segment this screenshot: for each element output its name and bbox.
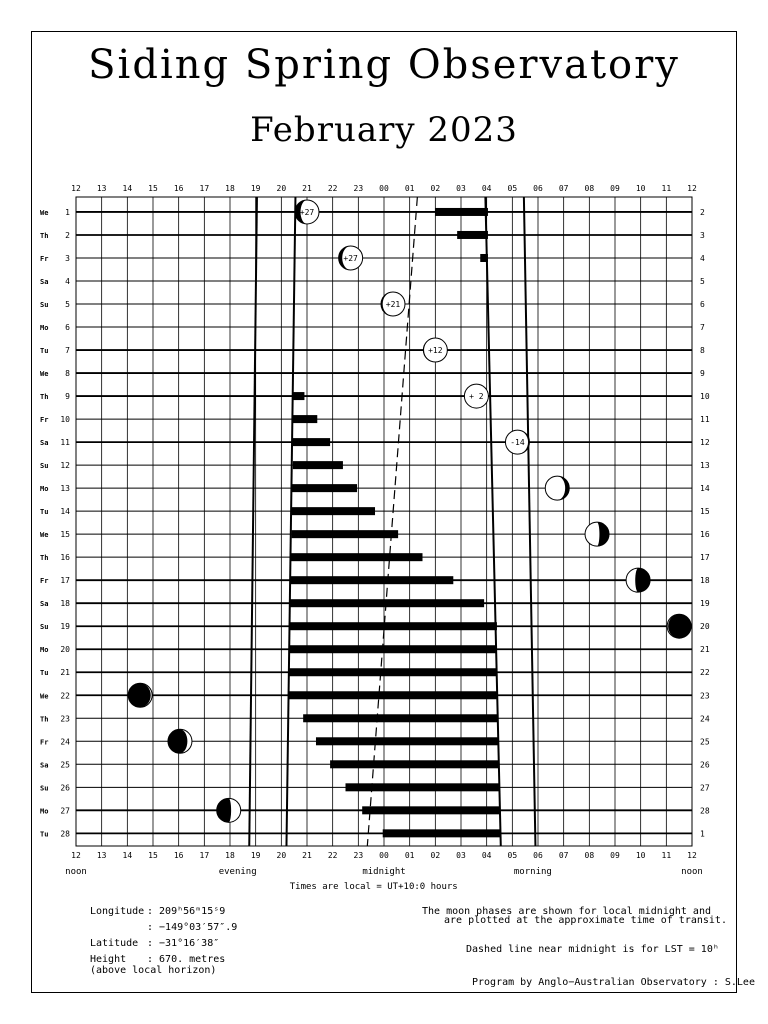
dark-time-bar <box>303 714 498 722</box>
date-label-left: 6 <box>65 323 70 333</box>
moon-phase-icon <box>585 522 609 546</box>
date-label-right: 21 <box>700 645 710 655</box>
date-label-right: 23 <box>700 691 710 701</box>
x-tick-label-bottom: 06 <box>533 851 543 860</box>
date-label-left: 22 <box>60 691 70 701</box>
dark-time-bar <box>316 737 498 745</box>
moon-phase-icon <box>505 430 529 454</box>
moon-phase-icon <box>295 200 319 224</box>
weekday-label: Su <box>40 301 49 310</box>
x-tick-label-top: 12 <box>687 184 697 193</box>
dark-time-bar <box>289 645 497 653</box>
weekday-label: Mo <box>40 807 49 816</box>
x-tick-label-bottom: 04 <box>481 851 492 860</box>
date-label-left: 5 <box>65 300 70 310</box>
dark-time-bar <box>289 622 497 630</box>
date-label-left: 2 <box>65 230 70 240</box>
date-label-right: 7 <box>700 323 705 333</box>
x-tick-label-top: 23 <box>353 184 364 193</box>
moon-age-label: +21 <box>385 300 401 310</box>
date-label-right: 16 <box>700 530 710 540</box>
moon-age-label: -14 <box>510 438 525 448</box>
dark-time-bar <box>290 576 453 584</box>
dashed-line-note: Dashed line near midnight is for LST = 10ʰ <box>466 944 719 955</box>
moon-phase-icon <box>626 568 650 592</box>
x-tick-label-top: 10 <box>635 184 646 193</box>
dark-time-bar <box>289 668 497 676</box>
date-label-right: 5 <box>700 277 705 287</box>
x-tick-label-bottom: 20 <box>276 851 287 860</box>
noon-left-label: noon <box>65 867 87 877</box>
date-label-left: 15 <box>60 530 70 540</box>
x-tick-label-top: 21 <box>302 184 312 193</box>
weekday-label: Su <box>40 462 49 471</box>
x-tick-label-top: 15 <box>148 184 158 193</box>
date-label-right: 28 <box>700 806 710 816</box>
x-tick-label-bottom: 12 <box>687 851 697 860</box>
date-label-left: 13 <box>60 484 70 494</box>
date-label-left: 28 <box>60 829 70 839</box>
date-label-right: 26 <box>700 760 710 770</box>
dark-time-bar <box>383 829 501 837</box>
date-label-right: 20 <box>700 622 710 632</box>
x-tick-label-top: 02 <box>430 184 441 193</box>
moon-phase-icon <box>217 798 241 822</box>
weekday-label: We <box>40 370 49 379</box>
date-label-right: 19 <box>700 599 710 609</box>
date-label-right: 25 <box>700 737 710 747</box>
dark-time-bar <box>346 783 500 791</box>
moon-age-label: +27 <box>343 253 358 263</box>
date-label-left: 16 <box>60 553 70 563</box>
x-tick-label-bottom: 18 <box>225 851 235 860</box>
weekday-label: Mo <box>40 485 49 494</box>
date-label-left: 9 <box>65 392 70 402</box>
moon-phase-icon <box>423 338 447 362</box>
date-label-right: 10 <box>700 392 710 402</box>
x-tick-label-bottom: 21 <box>302 851 312 860</box>
x-tick-label-bottom: 13 <box>96 851 107 860</box>
noon-right-label: noon <box>681 867 703 877</box>
date-label-right: 2 <box>700 207 705 217</box>
date-label-left: 21 <box>60 668 70 678</box>
dark-time-bar <box>292 507 375 515</box>
credit: Program by Anglo−Australian Observatory : S.Lee <box>472 977 755 988</box>
date-label-left: 3 <box>65 253 70 263</box>
x-tick-label-top: 11 <box>661 184 672 193</box>
page-title: Siding Spring Observatory <box>88 42 680 88</box>
weekday-label: Sa <box>40 600 49 609</box>
x-tick-label-bottom: 17 <box>199 851 210 860</box>
date-label-left: 25 <box>60 760 70 770</box>
date-label-left: 10 <box>60 415 70 425</box>
weekday-label: Fr <box>40 738 49 747</box>
x-tick-label-top: 03 <box>456 184 466 193</box>
date-label-right: 13 <box>700 461 710 471</box>
weekday-label: Fr <box>40 416 49 425</box>
height-note: (above local horizon) <box>90 965 217 976</box>
x-tick-label-top: 22 <box>327 184 338 193</box>
dark-time-bar <box>290 599 484 607</box>
axis-caption: Times are local = UT+10:0 hours <box>289 882 458 892</box>
height-label: Height <box>90 954 127 965</box>
moon-phase-icon <box>339 246 363 270</box>
x-tick-label-bottom: 23 <box>353 851 364 860</box>
weekday-label: Th <box>40 715 49 724</box>
x-tick-label-top: 12 <box>71 184 81 193</box>
moon-age-label: +27 <box>299 207 315 217</box>
x-tick-label-top: 05 <box>507 184 518 193</box>
date-label-left: 11 <box>60 438 70 448</box>
date-label-left: 1 <box>65 207 70 217</box>
x-tick-label-top: 01 <box>404 184 415 193</box>
weekday-label: Tu <box>40 830 49 839</box>
weekday-label: Sa <box>40 439 49 448</box>
date-label-right: 18 <box>700 576 710 586</box>
x-tick-label-bottom: 10 <box>635 851 646 860</box>
x-tick-label-bottom: 00 <box>379 851 389 860</box>
date-label-left: 4 <box>65 277 70 287</box>
date-label-left: 7 <box>65 346 70 356</box>
dark-time-bar <box>435 208 488 216</box>
date-label-left: 12 <box>60 461 70 471</box>
x-tick-label-top: 20 <box>276 184 287 193</box>
x-tick-label-top: 08 <box>584 184 595 193</box>
weekday-label: We <box>40 208 49 217</box>
x-tick-label-top: 17 <box>199 184 210 193</box>
weekday-label: Tu <box>40 508 49 517</box>
evening-twilight-line <box>286 197 295 846</box>
x-tick-label-bottom: 08 <box>584 851 595 860</box>
x-tick-label-top: 04 <box>481 184 492 193</box>
weekday-label: Tu <box>40 669 49 678</box>
weekday-label: Fr <box>40 254 49 263</box>
x-tick-label-top: 07 <box>558 184 569 193</box>
x-tick-label-bottom: 16 <box>173 851 184 860</box>
weekday-label: Tu <box>40 347 49 356</box>
date-label-left: 23 <box>60 714 70 724</box>
dark-time-bar <box>290 553 422 561</box>
dark-time-bar <box>289 691 497 699</box>
date-label-right: 17 <box>700 553 710 563</box>
dark-time-bar <box>293 392 305 400</box>
date-label-left: 24 <box>60 737 70 747</box>
moon-phase-icon <box>667 614 691 638</box>
weekday-label: Sa <box>40 761 49 770</box>
x-tick-label-bottom: 03 <box>456 851 466 860</box>
date-label-right: 3 <box>700 230 705 240</box>
date-label-right: 8 <box>700 346 705 356</box>
weekday-label: Th <box>40 393 49 402</box>
x-tick-label-bottom: 05 <box>507 851 518 860</box>
moon-note-2: are plotted at the approximate time of transit. <box>444 915 727 926</box>
weekday-label: We <box>40 531 49 540</box>
weekday-label: Th <box>40 231 49 240</box>
weekday-label: Th <box>40 554 49 563</box>
dark-time-bar <box>293 415 317 423</box>
morning-twilight-line <box>485 197 500 846</box>
weekday-label: Sa <box>40 278 49 287</box>
x-tick-label-top: 13 <box>96 184 107 193</box>
dark-time-bar <box>292 530 399 538</box>
moon-phase-icon <box>464 384 488 408</box>
weekday-label: Su <box>40 623 49 632</box>
date-label-left: 18 <box>60 599 70 609</box>
date-label-left: 8 <box>65 369 70 379</box>
dark-time-bar <box>330 760 498 768</box>
evening-label: evening <box>218 867 257 877</box>
x-tick-label-bottom: 19 <box>250 851 261 860</box>
date-label-left: 17 <box>60 576 70 586</box>
date-label-right: 22 <box>700 668 710 678</box>
month-title: February 2023 <box>250 110 518 150</box>
date-label-left: 14 <box>60 507 70 517</box>
longitude-value-1: : 209ʰ56ᵐ15ˢ9 <box>147 906 226 917</box>
x-tick-label-bottom: 01 <box>404 851 415 860</box>
x-tick-label-bottom: 09 <box>610 851 620 860</box>
weekday-label: Fr <box>40 577 49 586</box>
x-tick-label-bottom: 14 <box>122 851 133 860</box>
x-tick-label-top: 09 <box>610 184 620 193</box>
x-tick-label-top: 18 <box>225 184 235 193</box>
x-tick-label-bottom: 02 <box>430 851 441 860</box>
latitude-label: Latitude <box>90 938 139 949</box>
morning-label: morning <box>513 867 552 877</box>
longitude-label: Longitude <box>90 906 145 917</box>
x-tick-label-top: 14 <box>122 184 133 193</box>
moon-phase-icon <box>545 476 569 500</box>
x-tick-label-bottom: 15 <box>148 851 158 860</box>
date-label-right: 6 <box>700 300 705 310</box>
height-value: : 670. metres <box>147 954 226 965</box>
dark-time-bar <box>293 438 330 446</box>
date-label-right: 14 <box>700 484 710 494</box>
x-tick-label-top: 00 <box>379 184 389 193</box>
weekday-label: We <box>40 692 49 701</box>
sunrise-line <box>524 197 536 846</box>
x-tick-label-bottom: 22 <box>327 851 338 860</box>
x-tick-label-top: 19 <box>250 184 261 193</box>
dark-time-bar <box>293 461 343 469</box>
date-label-left: 27 <box>60 806 70 816</box>
dark-time-bar <box>362 806 499 814</box>
date-label-right: 11 <box>700 415 710 425</box>
date-label-right: 4 <box>700 253 705 263</box>
date-label-right: 27 <box>700 783 710 793</box>
weekday-label: Mo <box>40 324 49 333</box>
date-label-left: 20 <box>60 645 70 655</box>
x-tick-label-bottom: 11 <box>661 851 672 860</box>
moon-note-1: The moon phases are shown for local midnight and <box>422 906 711 917</box>
date-label-right: 12 <box>700 438 710 448</box>
moon-age-label: +12 <box>428 346 443 356</box>
weekday-label: Mo <box>40 646 49 655</box>
moon-phase-icon <box>128 683 152 707</box>
x-tick-label-bottom: 12 <box>71 851 81 860</box>
moon-age-label: + 2 <box>469 392 484 402</box>
dark-time-bar <box>457 231 488 239</box>
x-tick-label-top: 06 <box>533 184 543 193</box>
moon-phase-icon <box>381 292 405 316</box>
x-tick-label-bottom: 07 <box>558 851 569 860</box>
x-tick-label-top: 16 <box>173 184 184 193</box>
moon-phase-icon <box>168 729 192 753</box>
date-label-left: 19 <box>60 622 70 632</box>
date-label-left: 26 <box>60 783 70 793</box>
date-label-right: 15 <box>700 507 710 517</box>
date-label-right: 9 <box>700 369 705 379</box>
weekday-label: Su <box>40 784 49 793</box>
latitude-value: : −31°16′38″ <box>147 938 220 949</box>
date-label-right: 1 <box>700 829 705 839</box>
midnight-label: midnight <box>362 867 406 877</box>
longitude-value-2: : −149°03′57″.9 <box>147 922 238 933</box>
date-label-right: 24 <box>700 714 710 724</box>
dark-time-bar <box>292 484 357 492</box>
